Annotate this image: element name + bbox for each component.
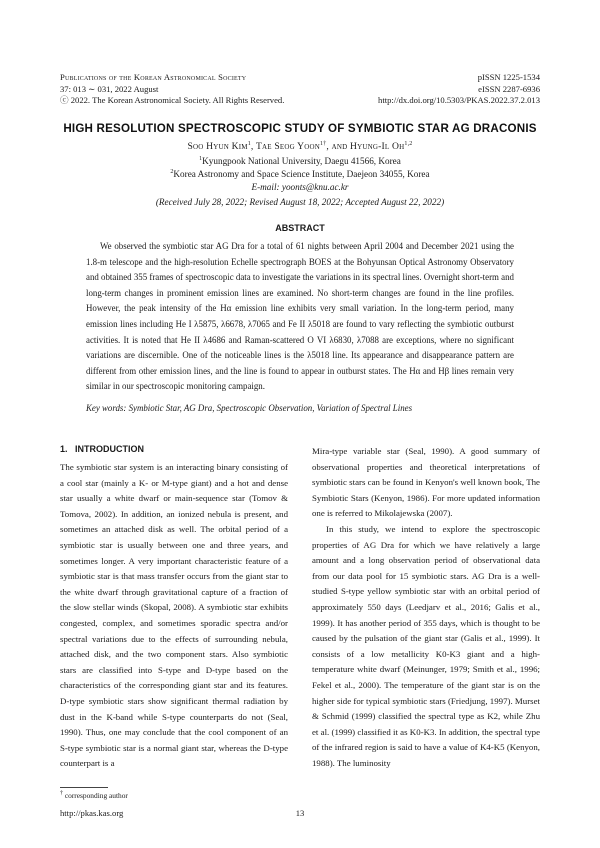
footnote: † corresponding author [60, 790, 128, 800]
author-2: Tae Seog Yoon [255, 141, 321, 152]
author-3: Hyung-Il Oh [349, 141, 405, 152]
abstract-body: We observed the symbiotic star AG Dra for a total of 61 nights between April 2004 and December 2021 using the 1.8-m telescope and the high-resolution Echelle spectrograph BOES at the Bohyunsan Optical Astronomy Observatory and obtained 355 frames of spectroscopic data to investigate the variations in its spectral lines. Overnight short-term and long-term changes in prominent emission lines are examined. No short-term changes are found in the line profiles. However, the peak intensity of the Hα emission line exhibits very small variation. In the long-term period, many emission lines including He I λ5875, λ6678, λ7065 and Fe II λ5018 are found to vary reflecting the symbiotic outburst activities. It is noted that He II λ4686 and Raman-scattered O VI λ6830, λ7088 are exceptions, where no significant variations are discernible. One of the noticeable lines is the λ5018 line. Its appearance and disappearance pattern are different from other emission lines, and the line is found to appear in outburst states. The Hα and Hβ lines remain very similar in our spectroscopic monitoring campaign. [86, 241, 514, 392]
doi-link[interactable]: http://dx.doi.org/10.5303/PKAS.2022.37.2.013 [378, 95, 540, 105]
abstract-heading: ABSTRACT [275, 223, 325, 233]
copyright-line: ⓒ 2022. The Korean Astronomical Society. All Rights Reserved. [60, 95, 285, 105]
contact-email[interactable]: E-mail: yoonts@knu.ac.kr [251, 182, 349, 192]
footer-url[interactable]: http://pkas.kas.org [60, 808, 124, 818]
paper-title: HIGH RESOLUTION SPECTROSCOPIC STUDY OF SYMBIOTIC STAR AG DRACONIS [63, 122, 537, 135]
running-header-right [378, 72, 540, 107]
intro-paragraph-2: Mira-type variable star (Seal, 1990). A good summary of observational properties and theoretical interpretations of symbiotic stars can be found in Kenyon's well known book, The Symbiotic Stars (Kenyon, 1986). For more updated information one is referred to Mikolajewska (2007). [312, 446, 540, 519]
keywords: Key words: Symbiotic Star, AG Dra, Spectroscopic Observation, Variation of Spectral Lines [86, 403, 413, 413]
author-list: Soo Hyun Kim$^1$, Tae Seog Yoon$^{1\dagger}$, and Hyung-Il Oh$^{1,2}$ [187, 140, 413, 152]
journal-name: Publications of the Korean Astronomical Society [60, 72, 247, 82]
section-heading-introduction [60, 444, 144, 454]
footnote-rule [60, 787, 108, 788]
page-number: 13 [295, 808, 305, 818]
volume-pages: 37: 013 ∼ 031, 2022 August [60, 83, 159, 94]
footnote-mark: † [60, 790, 63, 797]
section-title: INTRODUCTION [75, 444, 145, 454]
affiliation-2: $^2$Korea Astronomy and Space Science Institute, Daejeon 34055, Korea [170, 168, 430, 179]
affiliation-1: $^1$Kyungpook National University, Daegu 41566, Korea [199, 155, 401, 166]
received-dates: (Received July 28, 2022; Revised August 18, 2022; Accepted August 22, 2022) [155, 197, 445, 207]
eissn: eISSN 2287-6936 [478, 83, 540, 94]
left-column [60, 460, 288, 772]
pissn: pISSN 1225-1534 [477, 72, 540, 82]
intro-paragraph-1: The symbiotic star system is an interacting binary consisting of a cool star (mainly a K- or M-type giant) and a hot and dense star usually a white dwarf or main-sequence star (Tomov & Tomova, 2002). In addition, an ionized nebula is present, and sometimes an attached disk as well. The orbital period of a symbiotic star is usually between one and three years, and sometimes longer. A very important characteristic feature of a symbiotic star is that mass transfer occurs from the giant star to the white dwarf through gravitational capture of a fraction of the slow stellar winds (Skopal, 2008). A symbiotic star exhibits congested, complex, and sometimes sporadic spectra and/or spectral variations due to the effects of surrounding nebula, attached disk, and the two component stars. Also symbiotic stars are classified into S-type and D-type based on the characteristics of the corresponding giant star and its features. D-type symbiotic stars show significant thermal radiation by dust in the K-band while S-type counterparts do not (Seal, 1990). Thus, one may conclude that the cool component of an S-type symbiotic star is a normal giant star, whereas the D-type counterpart is a [60, 462, 288, 769]
running-header-left [60, 72, 284, 107]
right-column [312, 444, 540, 771]
intro-paragraph-3: In this study, we intend to explore the spectroscopic properties of AG Dra for which we have relatively a large amount and a long observation period of observational data from our data pool for 15 symbiotic stars. AG Dra is a well-studied S-type yellow symbiotic star with an orbital period of approximately 550 days (Leedjarv et al., 2016; Galis et al., 1999). It has another period of 355 days, which is thought to be caused by the pulsation of the giant star (Galis et al., 1999). It consists of a low metallicity K0-K3 giant and a high-temperature white dwarf (Meinunger, 1979; Smith et al., 1996; Fekel et al., 2000). The temperature of the giant star is on the higher side for typical symbiotic stars (Friedjung, 1997). Murset & Schmid (1999) classified the spectral type as K2, while Zhu et al. (1999) classified it as K0-K3. In addition, the spectral type of the infrared region is said to have a value of K4-K5 (Kenyon, 1988). The luminosity [312, 523, 540, 768]
author-1: Soo Hyun Kim [187, 141, 248, 152]
section-number: 1. [60, 444, 68, 454]
